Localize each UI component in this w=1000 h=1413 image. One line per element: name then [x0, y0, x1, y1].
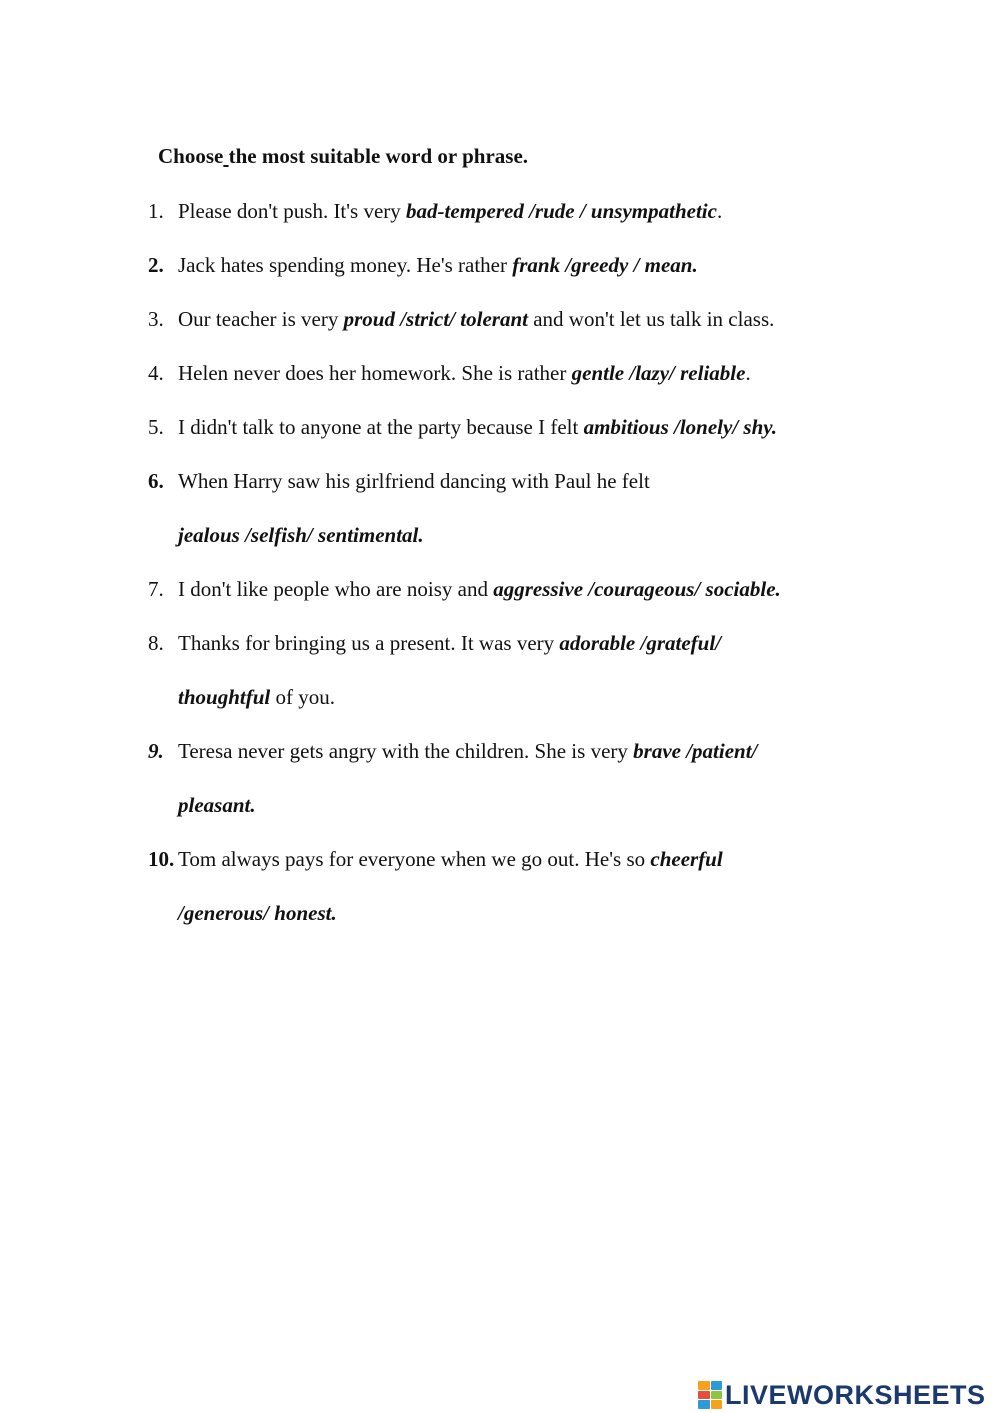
- instruction-first-word: Choose: [158, 144, 224, 168]
- question-3: [148, 306, 774, 332]
- logo-tile: [711, 1391, 723, 1400]
- question-number: 9.: [148, 739, 164, 763]
- logo-tile: [698, 1400, 710, 1409]
- question-text-end: of you.: [270, 685, 335, 709]
- question-text: When Harry saw his girlfriend dancing with Paul he felt: [178, 469, 650, 493]
- question-number: 7.: [148, 577, 164, 601]
- question-text: Teresa never gets angry with the children. She is very: [178, 739, 634, 763]
- question-text-end: and won't let us talk in class.: [527, 307, 775, 331]
- question-options-end[interactable]: /generous/ honest.: [178, 901, 337, 925]
- instruction-title: [158, 144, 528, 169]
- question-9-continuation: [178, 792, 256, 818]
- question-4: [148, 360, 751, 386]
- question-6: [148, 468, 650, 494]
- question-options[interactable]: jealous /selfish/ sentimental.: [178, 523, 424, 547]
- question-options[interactable]: brave /patient/: [633, 739, 758, 763]
- question-options[interactable]: proud /strict/ tolerant: [343, 307, 528, 331]
- question-text: Our teacher is very: [178, 307, 344, 331]
- question-text: Jack hates spending money. He's rather: [178, 253, 513, 277]
- question-number: 6.: [148, 469, 164, 493]
- question-text: Please don't push. It's very: [178, 199, 407, 223]
- question-number: 1.: [148, 199, 164, 223]
- logo-tile: [711, 1400, 723, 1409]
- logo-tile: [711, 1381, 723, 1390]
- question-text: I didn't talk to anyone at the party because I felt: [178, 415, 584, 439]
- question-options[interactable]: cheerful: [650, 847, 723, 871]
- instruction-rest: the most suitable word or phrase.: [228, 144, 529, 168]
- question-options[interactable]: gentle /lazy/ reliable: [571, 361, 746, 385]
- question-number: 8.: [148, 631, 164, 655]
- question-1: [148, 198, 722, 224]
- liveworksheets-logo[interactable]: [698, 1378, 986, 1412]
- question-number: 3.: [148, 307, 164, 331]
- question-9: [148, 738, 757, 764]
- question-text: Thanks for bringing us a present. It was very: [178, 631, 560, 655]
- question-5: [148, 414, 777, 440]
- question-7: [148, 576, 781, 602]
- question-number: 2.: [148, 253, 164, 277]
- question-options-end[interactable]: thoughtful: [178, 685, 271, 709]
- question-options[interactable]: adorable /grateful/: [559, 631, 721, 655]
- question-options[interactable]: bad-tempered /rude / unsympathetic: [406, 199, 717, 223]
- question-options[interactable]: aggressive /courageous/ sociable.: [493, 577, 781, 601]
- question-10-continuation: [178, 900, 337, 926]
- question-text-end: .: [716, 199, 723, 223]
- question-text: Helen never does her homework. She is rather: [178, 361, 572, 385]
- question-text: Tom always pays for everyone when we go out. He's so: [178, 847, 651, 871]
- question-text-end: .: [745, 361, 751, 385]
- question-options[interactable]: ambitious /lonely/ shy.: [583, 415, 778, 439]
- question-number: 10.: [148, 847, 175, 871]
- question-number: 5.: [148, 415, 164, 439]
- question-6-continuation: [178, 522, 424, 548]
- logo-tile: [698, 1391, 710, 1400]
- question-10: [148, 846, 723, 872]
- question-text: I don't like people who are noisy and: [178, 577, 494, 601]
- question-2: [148, 252, 698, 278]
- question-number: 4.: [148, 361, 164, 385]
- question-8-continuation: [178, 684, 335, 710]
- question-8: [148, 630, 721, 656]
- logo-tile: [698, 1381, 710, 1390]
- question-options[interactable]: frank /greedy / mean.: [512, 253, 698, 277]
- liveworksheets-logo-icon: [698, 1381, 722, 1409]
- question-options-end[interactable]: pleasant.: [178, 793, 256, 817]
- liveworksheets-logo-text: LIVEWORKSHEETS: [725, 1379, 986, 1410]
